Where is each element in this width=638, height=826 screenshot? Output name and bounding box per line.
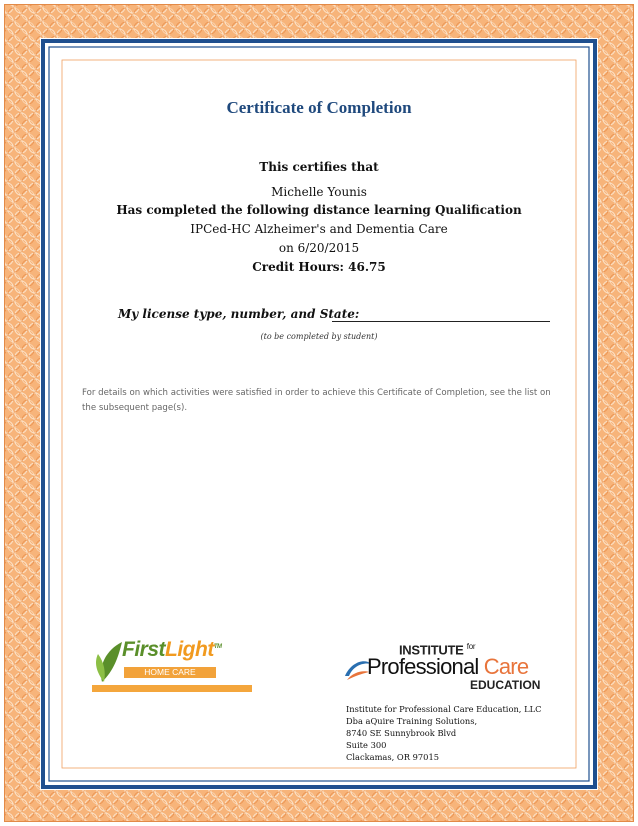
ipce-professional-care: Professional Care — [367, 654, 529, 679]
license-hint: (to be completed by student) — [260, 332, 378, 341]
ipce-education: EDUCATION — [470, 678, 541, 692]
firstlight-bar — [92, 685, 252, 692]
firstlight-logo — [92, 636, 252, 696]
address-line: Suite 300 — [346, 740, 387, 750]
firstlight-subtitle: HOME CARE — [124, 667, 216, 678]
address-line: Dba aQuire Training Solutions, — [346, 716, 478, 726]
license-label: My license type, number, and State: — [118, 307, 360, 321]
ipce-institute: INSTITUTE $^{for}$ — [399, 642, 476, 658]
firstlight-wordmark: FirstLight™ — [122, 638, 222, 661]
leaf-icon — [92, 636, 126, 684]
certifies-text: This certifies that — [259, 160, 379, 174]
address-line: Clackamas, OR 97015 — [346, 752, 439, 762]
address-block — [346, 703, 541, 763]
course-name: IPCed-HC Alzheimer's and Dementia Care — [190, 222, 448, 236]
credit-hours: Credit Hours: 46.75 — [252, 260, 386, 274]
ipce-logo — [343, 642, 553, 698]
address-line: 8740 SE Sunnybrook Blvd — [346, 728, 457, 738]
completion-date: on 6/20/2015 — [278, 241, 360, 255]
details-note: For details on which activities were satisfied in order to achieve this Certificate of Completion, see the list on the subsequent page(s). — [82, 388, 551, 413]
certificate-title: Certificate of Completion — [226, 98, 412, 117]
license-signature-line — [332, 321, 550, 322]
recipient-name: Michelle Younis — [271, 185, 367, 199]
completed-text: Has completed the following distance learning Qualification — [116, 203, 522, 217]
address-line: Institute for Professional Care Education, LLC — [346, 704, 542, 714]
